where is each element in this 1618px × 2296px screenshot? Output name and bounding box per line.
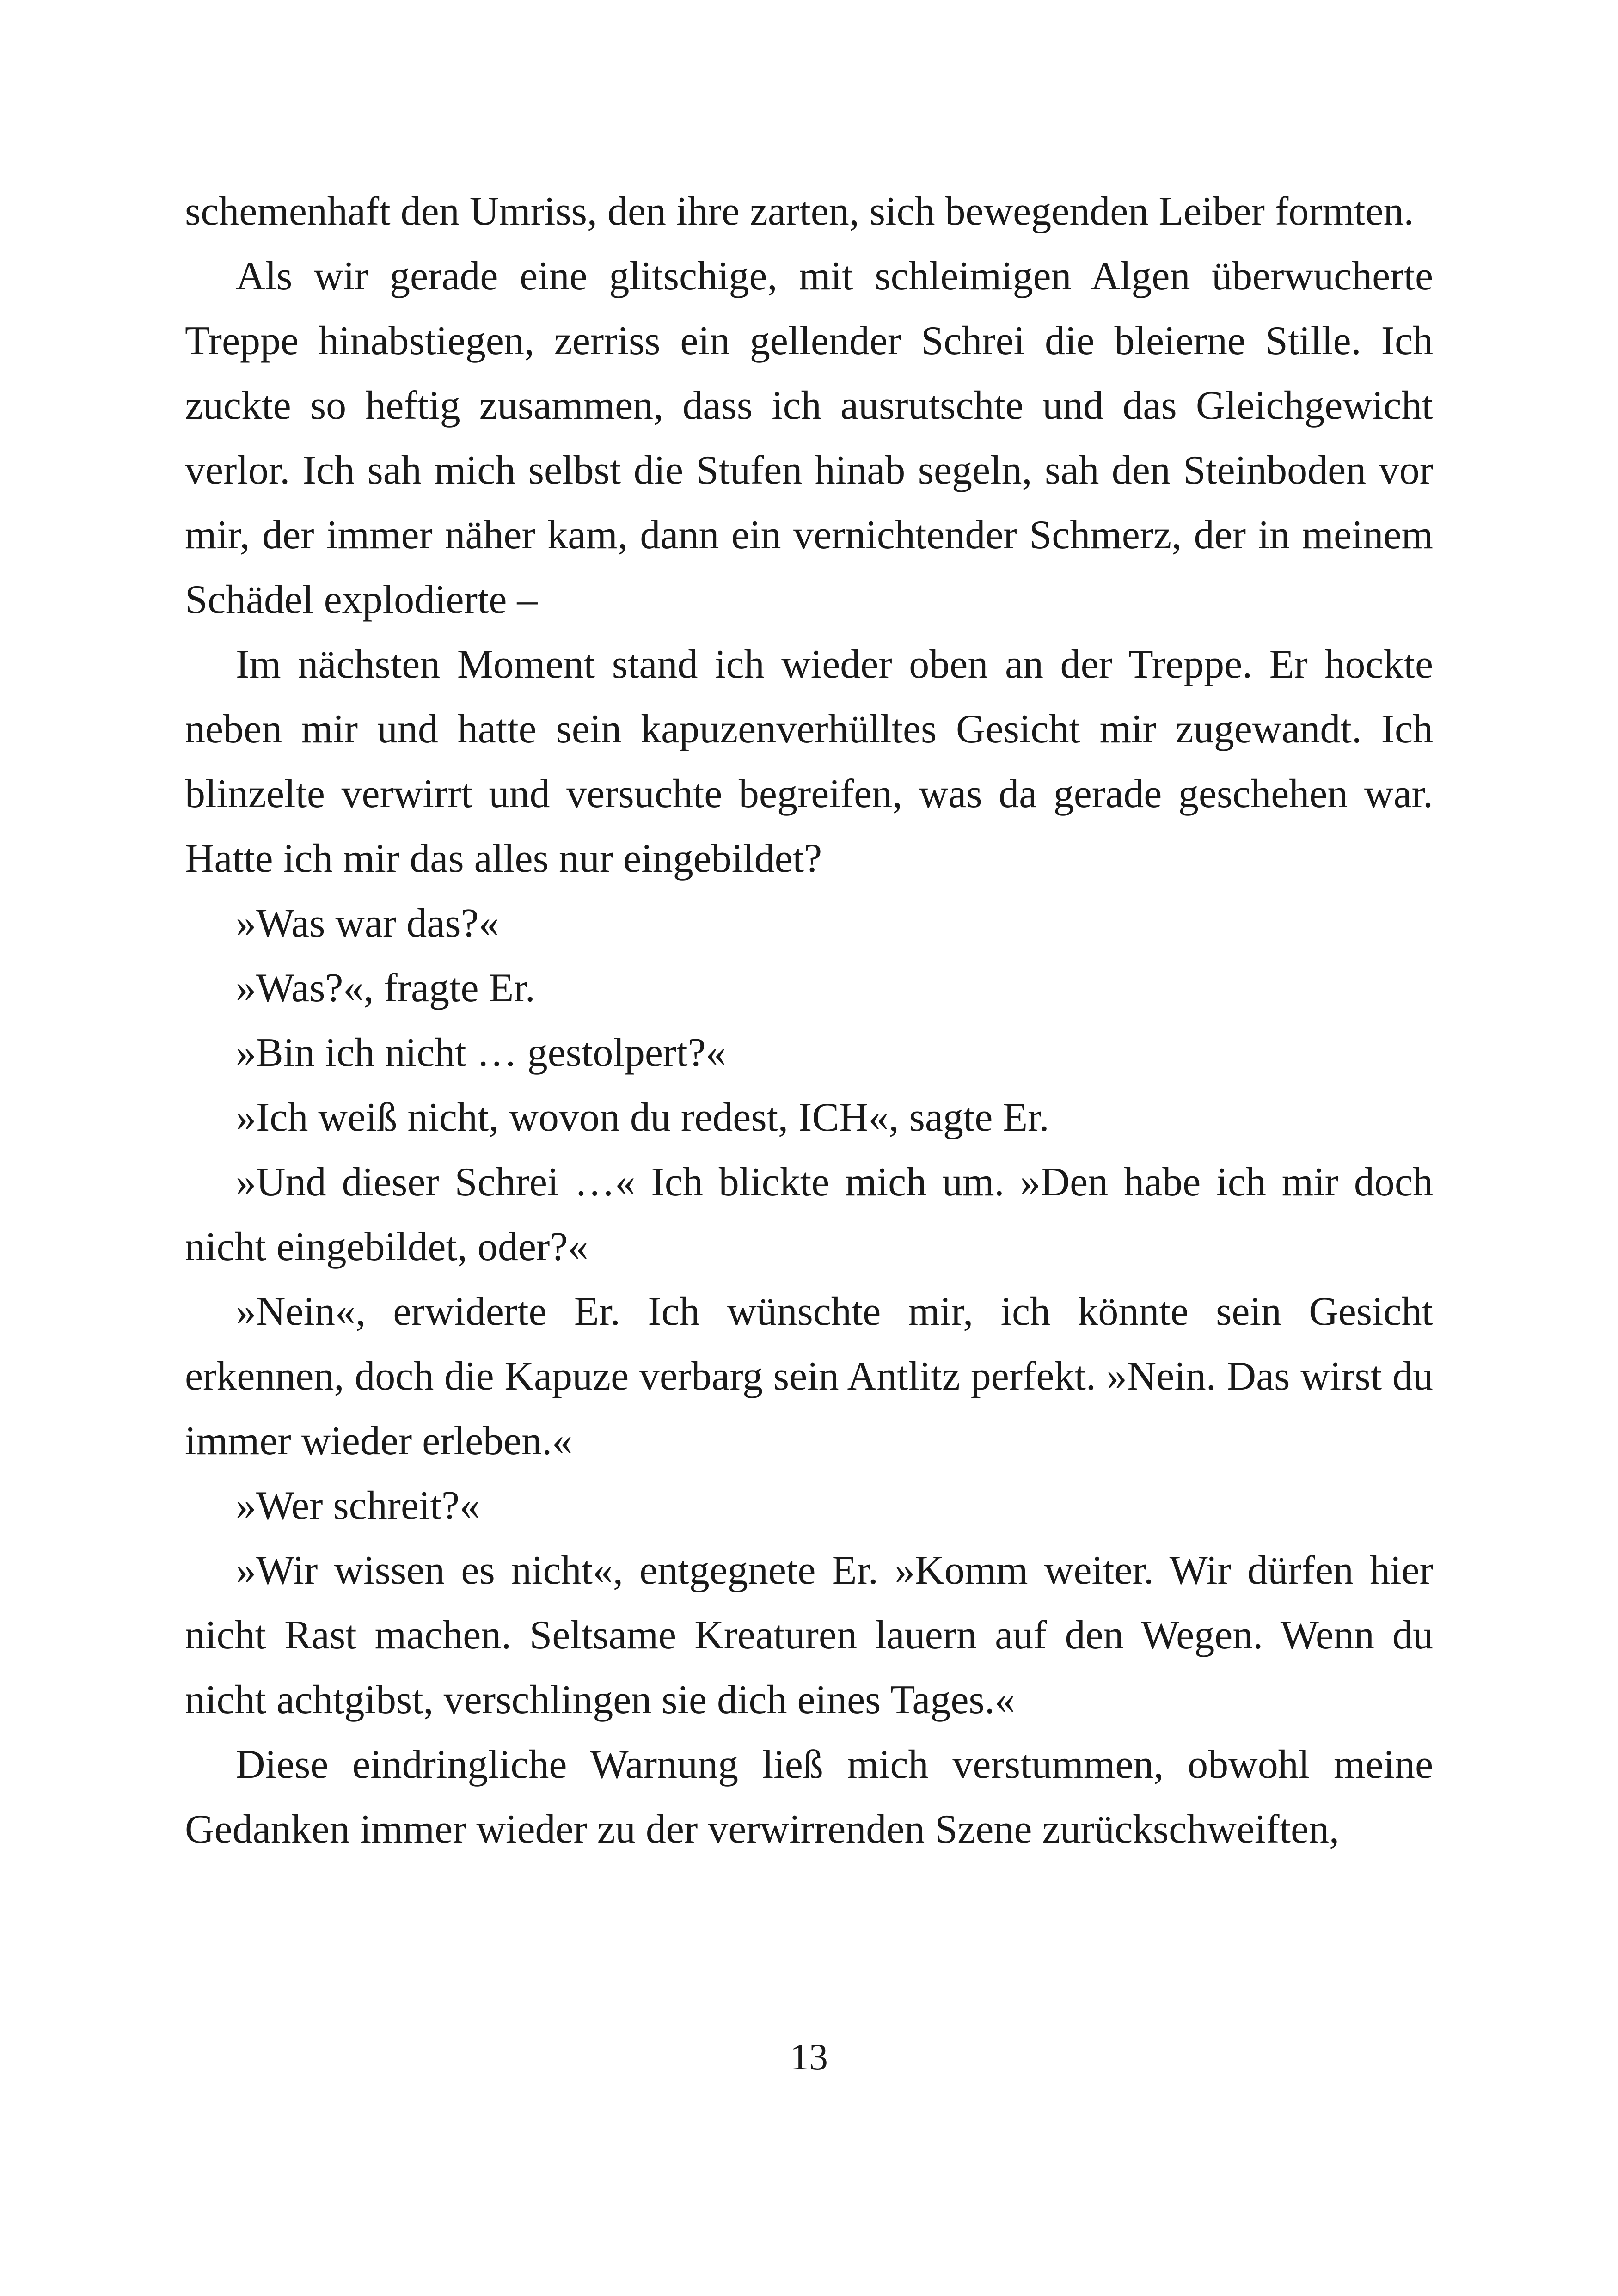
dialogue-line: »Wer schreit?« bbox=[236, 1483, 480, 1528]
paragraph: Diese eindringliche Warnung ließ mich verstummen, obwohl meine Gedanken immer wieder zu der verwirrenden Szene zurückschweiften, bbox=[185, 1742, 1433, 1852]
body-text bbox=[185, 179, 1433, 1862]
dialogue-line: »Was?«, fragte Er. bbox=[236, 966, 535, 1010]
dialogue-line: »Nein«, erwiderte Er. Ich wünschte mir, ich könnte sein Gesicht erkennen, doch die Kapuze verbarg sein Antlitz perfekt. »Nein. Das wirst du immer wieder erleben.« bbox=[185, 1289, 1433, 1463]
paragraph: schemenhaft den Umriss, den ihre zarten, sich bewegenden Leiber formten. bbox=[185, 189, 1414, 234]
paragraph: Im nächsten Moment stand ich wieder oben an der Treppe. Er hockte neben mir und hatte sein kapuzenverhülltes Gesicht mir zugewandt. Ich blinzelte verwirrt und versuchte begreifen, was da gerade geschehen war. Hatte ich mir das alles nur eingebildet? bbox=[185, 642, 1433, 881]
paragraph: Als wir gerade eine glitschige, mit schleimigen Algen überwucherte Treppe hinabstiegen, zerriss ein gellender Schrei die bleierne Stille. Ich zuckte so heftig zusammen, dass ich ausrutschte und das Gleichgewicht verlor. Ich sah mich selbst die Stufen hinab segeln, sah den Steinboden vor mir, der immer näher kam, dann ein vernichtender Schmerz, der in meinem Schädel explodierte – bbox=[185, 254, 1433, 622]
page-number: 13 bbox=[790, 2036, 828, 2078]
dialogue-line: »Wir wissen es nicht«, entgegnete Er. »Komm weiter. Wir dürfen hier nicht Rast machen. Seltsame Kreaturen lauern auf den Wegen. Wenn du nicht achtgibst, verschlingen sie dich eines Tages.« bbox=[185, 1548, 1433, 1722]
dialogue-line: »Und dieser Schrei …« Ich blickte mich um. »Den habe ich mir doch nicht eingebildet, oder?« bbox=[185, 1160, 1433, 1269]
dialogue-line: »Was war das?« bbox=[236, 901, 499, 946]
dialogue-line: »Bin ich nicht … gestolpert?« bbox=[236, 1030, 726, 1075]
dialogue-line: »Ich weiß nicht, wovon du redest, ICH«, sagte Er. bbox=[236, 1095, 1049, 1140]
